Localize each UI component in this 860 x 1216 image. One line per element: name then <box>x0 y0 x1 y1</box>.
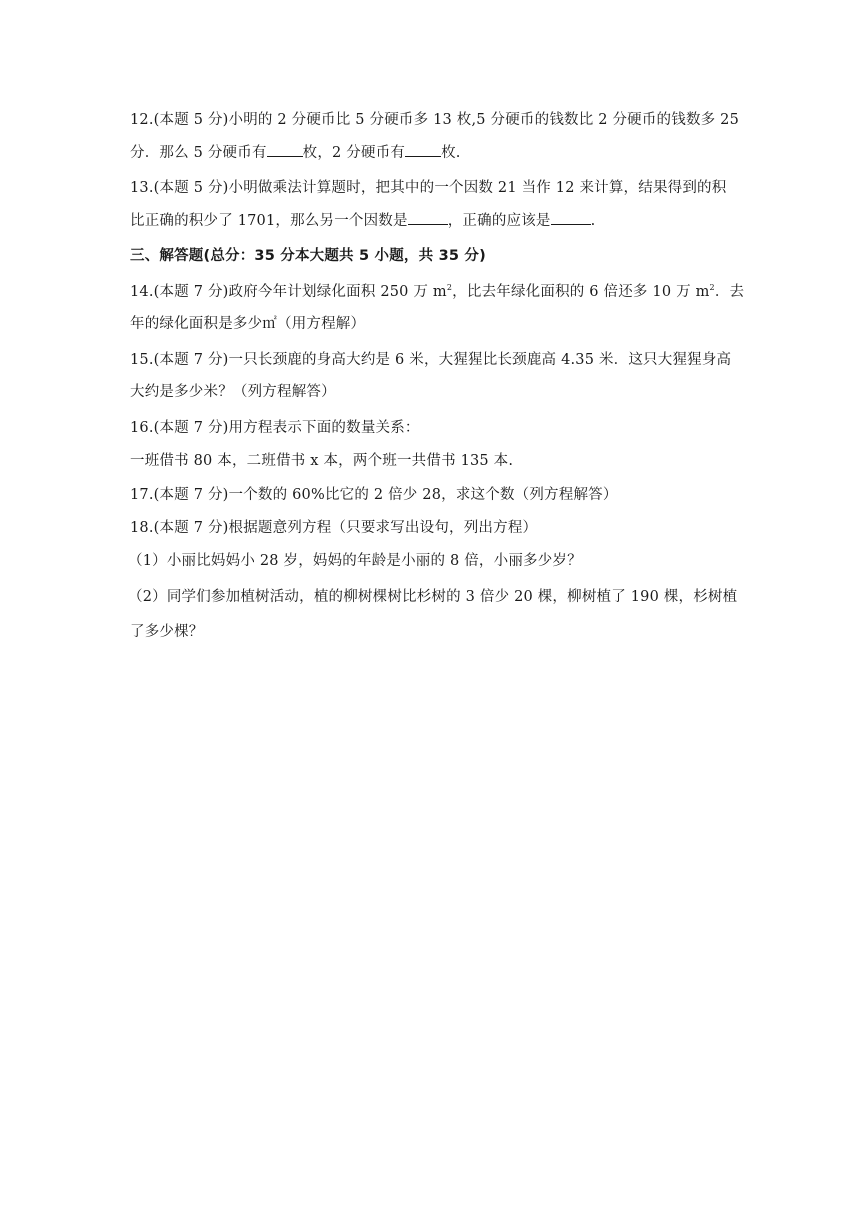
q13-text-1: 13.(本题 5 分)小明做乘法计算题时，把其中的一个因数 21 当作 12 来计算，结果得到的积 <box>130 180 727 196</box>
q16-line1 <box>130 418 750 438</box>
q13-line1 <box>130 178 750 198</box>
q12-text-1: 12.(本题 5 分)小明的 2 分硬币比 5 分硬币多 13 枚,5 分硬币的钱数比 2 分硬币的钱数多 25 <box>130 112 740 128</box>
q13-blank-2[interactable] <box>551 210 591 225</box>
q14-text-2: 年的绿化面积是多少㎡（用方程解） <box>130 316 366 332</box>
section-3-heading-text: 三、解答题(总分：35 分本大题共 5 小题，共 35 分) <box>130 248 486 264</box>
q15-text-2: 大约是多少米？（列方程解答） <box>130 384 336 400</box>
q14-sup-2: 2 <box>709 283 715 293</box>
q14-text-1b: ，比去年绿化面积的 6 倍还多 10 万 m <box>452 284 710 300</box>
q12-text-2a: 分．那么 5 分硬币有 <box>130 145 267 161</box>
q15-text-1: 15.(本题 7 分)一只长颈鹿的身高大约是 6 米，大猩猩比长颈鹿高 4.35 米．这只大猩猩身高 <box>130 352 732 368</box>
q14-text-1c: ．去 <box>714 284 745 300</box>
q15-line1 <box>130 350 750 370</box>
q13-blank-1[interactable] <box>408 210 448 225</box>
q16-text-1: 16.(本题 7 分)用方程表示下面的数量关系： <box>130 420 420 436</box>
q13-text-2a: 比正确的积少了 1701，那么另一个因数是 <box>130 213 408 229</box>
q12-text-2c: 枚. <box>441 145 461 161</box>
q14-line1 <box>130 282 750 302</box>
q14-sup-1: 2 <box>446 283 453 293</box>
q17-text-1: 17.(本题 7 分)一个数的 60%比它的 2 倍少 28，求这个数（列方程解答） <box>130 487 618 503</box>
q12-blank-2[interactable] <box>405 142 441 157</box>
q12-blank-1[interactable] <box>267 142 303 157</box>
q12-line1 <box>130 110 750 130</box>
q18-sub1 <box>128 551 748 571</box>
q18-sub1-text: （1）小丽比妈妈小 28 岁，妈妈的年龄是小丽的 8 倍，小丽多少岁？ <box>128 553 582 569</box>
q15-line2 <box>130 382 750 402</box>
q18-sub2-line1 <box>128 587 748 607</box>
q18-sub2-text-1: （2）同学们参加植树活动，植的柳树棵树比杉树的 3 倍少 20 棵，柳树植了 190 棵，杉树植 <box>128 589 738 605</box>
section-3-heading <box>130 246 750 266</box>
q18-sub2-line2 <box>130 622 750 642</box>
q14-line2 <box>130 314 750 334</box>
q16-line2 <box>130 451 750 471</box>
q12-line2 <box>130 142 750 163</box>
q13-text-2b: ，正确的应该是 <box>447 213 551 229</box>
q18-sub2-text-2: 了多少棵？ <box>130 624 204 640</box>
q12-text-2b: 枚，2 分硬币有 <box>302 145 406 161</box>
q16-text-2: 一班借书 80 本，二班借书 x 本，两个班一共借书 135 本. <box>130 453 514 469</box>
q18-text-1: 18.(本题 7 分)根据题意列方程（只要求写出设句，列出方程） <box>130 520 538 536</box>
q18-line1 <box>130 518 750 538</box>
q13-text-2c: . <box>590 213 596 229</box>
q13-line2 <box>130 210 750 231</box>
q17-line1 <box>130 485 750 505</box>
q14-text-1a: 14.(本题 7 分)政府今年计划绿化面积 250 万 m <box>130 284 447 300</box>
